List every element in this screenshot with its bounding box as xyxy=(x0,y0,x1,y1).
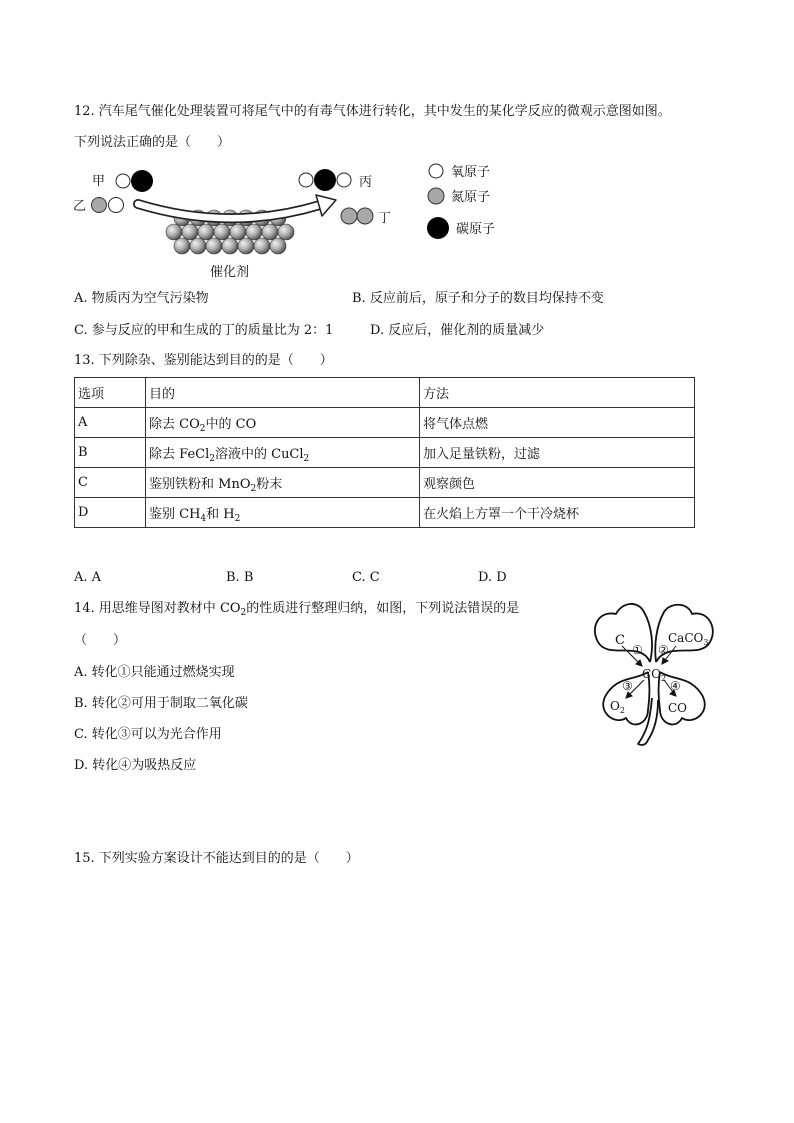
label-yi: 乙 xyxy=(73,199,87,214)
row-option: A xyxy=(75,408,146,438)
q13-answer-a: A. A xyxy=(74,570,102,585)
legend-nitrogen-icon xyxy=(428,188,444,204)
row-goal: 除去 $CO_2$中的 CO xyxy=(146,408,420,438)
clover-n3: ③ xyxy=(622,679,633,693)
q14-clover-mindmap xyxy=(584,600,724,750)
q13-answer-b: B. B xyxy=(226,570,254,585)
molecule-yi xyxy=(92,198,124,213)
clover-co2: $CO_2$ xyxy=(642,667,667,683)
molecule-ding xyxy=(341,208,373,224)
table-header-row xyxy=(75,378,695,408)
row-method: 加入足量铁粉，过滤 xyxy=(420,438,695,468)
label-bing: 丙 xyxy=(359,175,373,190)
row-method: 观察颜色 xyxy=(420,468,695,498)
molecule-bing xyxy=(299,169,351,191)
table-row xyxy=(75,498,695,528)
q14-option-a: A. 转化①只能通过燃烧实现 xyxy=(74,665,235,680)
clover-co: CO xyxy=(668,701,688,715)
q12-reaction-diagram xyxy=(70,160,520,285)
row-goal: 鉴别铁粉和 MnO$_2$粉末 xyxy=(146,468,420,498)
header-cell: 方法 xyxy=(420,378,695,408)
row-option: D xyxy=(75,498,146,528)
legend-carbon-icon xyxy=(427,217,449,239)
legend-nitrogen: 氮原子 xyxy=(451,190,491,205)
q12-stem-line1: 12. 汽车尾气催化处理装置可将尾气中的有毒气体进行转化，其中发生的某化学反应的微观示意图如图。 xyxy=(74,104,671,119)
q13-stem: 13. 下列除杂、鉴别能达到目的的是（ ） xyxy=(74,353,333,368)
q13-answer-c: C. C xyxy=(352,570,380,585)
clover-o2: $O_2$ xyxy=(610,699,625,715)
clover-n1: ① xyxy=(632,643,643,657)
header-cell: 选项 xyxy=(75,378,146,408)
q14-stem: 14. 用思维导图对教材中 $CO_2$的性质进行整理归纳，如图，下列说法错误的是 xyxy=(74,601,520,618)
row-goal: 除去 FeCl$_2$溶液中的 CuCl$_2$ xyxy=(146,438,420,468)
header-cell: 目的 xyxy=(146,378,420,408)
clover-n4: ④ xyxy=(670,679,681,693)
clover-n2: ② xyxy=(658,643,669,657)
q14-paren: （ ） xyxy=(74,633,127,648)
q12-stem-line2: 下列说法正确的是（ ） xyxy=(74,135,231,150)
legend-oxygen-icon xyxy=(429,164,443,178)
q14-option-b: B. 转化②可用于制取二氧化碳 xyxy=(74,696,248,711)
table-row xyxy=(75,468,695,498)
row-option: B xyxy=(75,438,146,468)
row-method: 在火焰上方罩一个干冷烧杯 xyxy=(420,498,695,528)
legend-carbon: 碳原子 xyxy=(456,222,496,237)
row-method: 将气体点燃 xyxy=(420,408,695,438)
legend xyxy=(427,164,495,239)
table-row xyxy=(75,438,695,468)
molecule-jia xyxy=(116,170,153,192)
row-goal: 鉴别 $CH_4$和 $H_2$ xyxy=(146,498,420,528)
legend-oxygen: 氧原子 xyxy=(451,165,491,180)
q12-option-b: B. 反应前后，原子和分子的数目均保持不变 xyxy=(352,291,604,306)
q14-option-c: C. 转化③可以为光合作用 xyxy=(74,727,222,742)
q15-stem: 15. 下列实验方案设计不能达到目的的是（ ） xyxy=(74,851,359,866)
row-option: C xyxy=(75,468,146,498)
label-jia: 甲 xyxy=(92,174,106,189)
clover-c: C xyxy=(615,633,625,648)
catalyst-label: 催化剂 xyxy=(210,265,250,280)
label-ding: 丁 xyxy=(378,211,392,226)
clover-caco3: CaCO$_3$ xyxy=(668,631,709,647)
table-row xyxy=(75,408,695,438)
q13-table xyxy=(74,377,695,528)
q12-option-c: C. 参与反应的甲和生成的丁的质量比为 2：1 xyxy=(74,323,334,338)
q12-option-a: A. 物质丙为空气污染物 xyxy=(74,291,209,306)
q12-option-d: D. 反应后，催化剂的质量减少 xyxy=(370,323,545,338)
q13-answer-d: D. D xyxy=(478,570,507,585)
q14-option-d: D. 转化④为吸热反应 xyxy=(74,758,197,773)
